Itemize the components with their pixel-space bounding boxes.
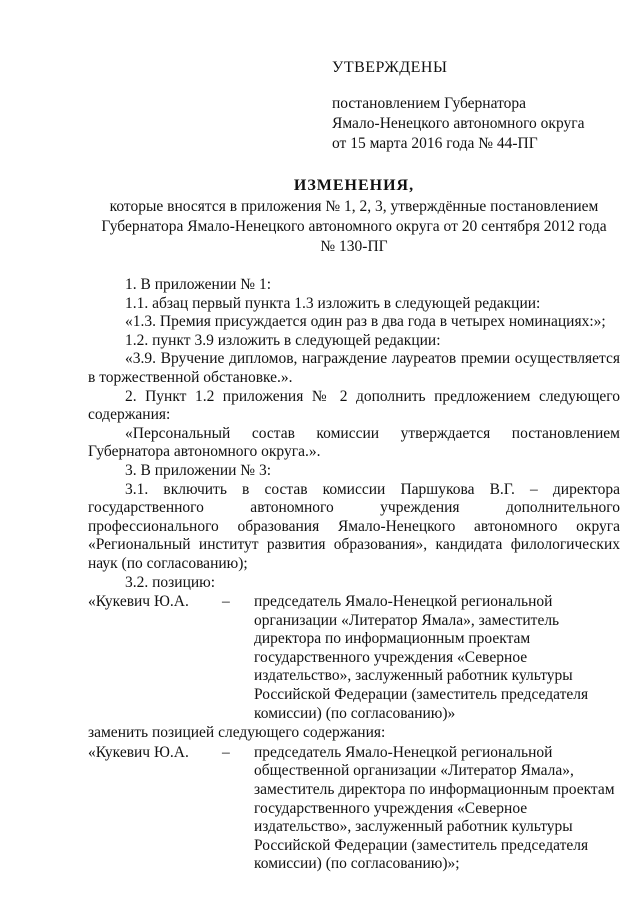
title-line: Губернатора Ямало-Ненецкого автономного округа от 20 сентября 2012 года (101, 218, 607, 235)
description-line: издательство», заслуженный работник культуры (254, 667, 573, 685)
paragraph-3-2: 3.2. позицию: (125, 573, 216, 591)
description-line: комиссии) (по согласованию)» (254, 704, 456, 722)
position-dash: – (222, 743, 230, 761)
description-line: заместитель директора по информационным проектам (254, 781, 615, 799)
title-line: которые вносятся в приложения № 1, 2, 3, утверждённые постановлением (109, 198, 599, 215)
position-name: «Кукевич Ю.А. (88, 593, 189, 611)
document-body (88, 276, 620, 875)
description-line: директора по информационным проектам (254, 630, 531, 648)
position-description (254, 593, 618, 723)
position-name: «Кукевич Ю.А. (88, 743, 189, 761)
description-line: председатель Ямало-Ненецкой региональной (254, 593, 553, 611)
paragraph-3-1: 3.1. включить в состав комиссии Паршукова В.Г. – директора государственного автономного учреждения дополнительного профессионального образования Ямало-Ненецкого автономного округа «Региональный институт развития образования», кандидата филологических наук (по согласованию); (88, 480, 620, 572)
replace-instruction: заменить позицией следующего содержания: (88, 724, 386, 742)
approval-heading: УТВЕРЖДЕНЫ (332, 59, 448, 76)
paragraph-1-1: 1.1. абзац первый пункта 1.3 изложить в следующей редакции: (125, 294, 541, 312)
approval-stamp (332, 58, 612, 154)
approval-line: от 15 марта 2016 года № 44-ПГ (332, 135, 538, 152)
description-line: Российской Федерации (заместитель председателя (254, 686, 589, 704)
old-position (88, 593, 620, 723)
description-line: государственного учреждения «Северное (254, 799, 528, 817)
description-line: комиссии) (по согласованию)»; (254, 855, 460, 873)
title-heading: ИЗМЕНЕНИЯ, (293, 177, 415, 194)
position-description (254, 744, 618, 874)
position-dash: – (222, 593, 230, 611)
paragraph-2: 2. Пункт 1.2 приложения № 2 дополнить предложением следующего содержания: (88, 387, 620, 424)
description-line: общественной организации «Литератор Ямала», (254, 762, 574, 780)
description-line: издательство», заслуженный работник культуры (254, 818, 573, 836)
paragraph-3: 3. В приложении № 3: (125, 461, 272, 479)
description-line: государственного учреждения «Северное (254, 648, 528, 666)
paragraph-1-2: 1.2. пункт 3.9 изложить в следующей редакции: (125, 331, 441, 349)
document-title (88, 176, 620, 257)
approval-line: Ямало-Ненецкого автономного округа (332, 115, 585, 132)
description-line: председатель Ямало-Ненецкой региональной (254, 743, 553, 761)
title-line: № 130-ПГ (320, 238, 388, 255)
paragraph-1-2-text: «3.9. Вручение дипломов, награждение лауреатов премии осуществляется в торжественной обстановке.». (88, 350, 620, 386)
paragraph-1: 1. В приложении № 1: (125, 276, 272, 293)
new-position (88, 744, 620, 874)
description-line: Российской Федерации (заместитель председателя (254, 836, 589, 854)
description-line: организации «Литератор Ямала», заместитель (254, 611, 560, 629)
approval-line: постановлением Губернатора (332, 95, 527, 112)
paragraph-1-1-text: «1.3. Премия присуждается один раз в два года в четырех номинациях:»; (125, 313, 606, 331)
paragraph-2-text: «Персональный состав комиссии утверждается постановлением Губернатора автономного округа.». (88, 424, 620, 461)
